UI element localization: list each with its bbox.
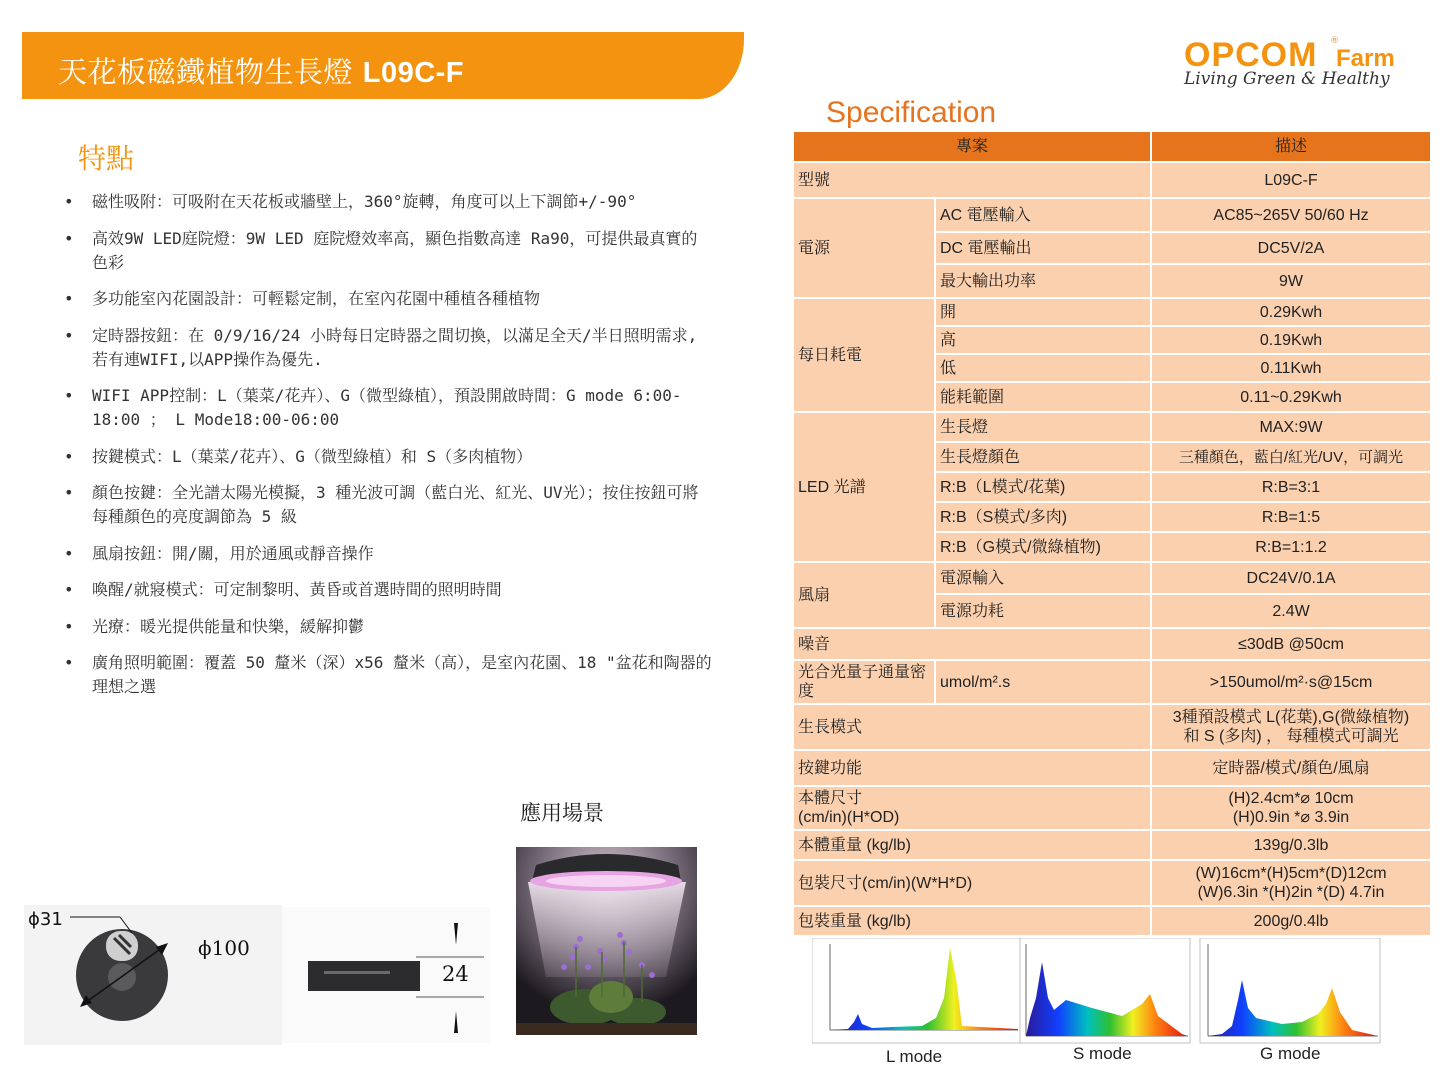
row-label: R:B（S模式/多肉) [935, 502, 1151, 532]
dimension-drawing [24, 905, 490, 1045]
row-value: 2.4W [1151, 594, 1431, 628]
row-value: 0.29Kwh [1151, 298, 1431, 326]
row-value: 定時器/模式/顏色/風扇 [1151, 750, 1431, 786]
row-value: R:B=1:5 [1151, 502, 1431, 532]
table-row [793, 860, 1431, 906]
row-value: >150umol/m²·s@15cm [1151, 660, 1431, 704]
row-value: R:B=3:1 [1151, 472, 1431, 502]
row-value: DC5V/2A [1151, 232, 1431, 264]
row-label: AC 電壓輸入 [935, 198, 1151, 232]
category-label: LED 光譜 [793, 412, 935, 562]
brand-logo [1180, 36, 1410, 92]
spectrum-g-mode [1200, 938, 1380, 1043]
feature-item: • 磁性吸附：可吸附在天花板或牆壁上，360°旋轉，角度可以上下調節+/-90° [62, 190, 712, 214]
row-label [793, 786, 1151, 830]
row-unit: umol/m².s [935, 660, 1151, 704]
row-value: 0.19Kwh [1151, 326, 1431, 354]
row-value: DC24V/0.1A [1151, 562, 1431, 594]
feature-item: • 高效9W LED庭院燈：9W LED 庭院燈效率高，顯色指數高達 Ra90，可提供最真實的色彩 [62, 227, 712, 275]
g-mode-label: G mode [1260, 1044, 1321, 1063]
row-value [1151, 704, 1431, 750]
row-value: MAX:9W [1151, 412, 1431, 442]
row-value-line: (H)0.9in *⌀ 3.9in [1232, 809, 1350, 826]
row-label: R:B（L模式/花葉) [935, 472, 1151, 502]
category-label: 電源 [793, 198, 935, 298]
spec-table [792, 130, 1432, 937]
scene-photo [516, 847, 697, 1035]
table-row [793, 786, 1431, 830]
table-row [793, 906, 1431, 936]
category-label: 風扇 [793, 562, 935, 628]
feature-item: • 廣角照明範圍：覆蓋 50 釐米（深）x56 釐米（高），是室內花園、18 "盆花和陶器的理想之選 [62, 651, 712, 699]
row-label: 型號 [793, 162, 1151, 198]
page-title [58, 50, 464, 91]
col-header-item: 專案 [793, 131, 1151, 162]
feature-item: • 顏色按鍵：全光譜太陽光模擬，3 種光波可調（藍白光、紅光、UV光）；按住按鈕可將每種顏色的亮度調節為 5 級 [62, 481, 712, 529]
table-row [793, 298, 1431, 326]
height-label: 24 [442, 962, 469, 986]
row-label: 包裝重量 (kg/lb) [793, 906, 1151, 936]
row-value-line: (W)6.3in *(H)2in *(D) 4.7in [1197, 884, 1385, 901]
dia-small-label: ϕ31 [28, 909, 63, 930]
row-value: 0.11~0.29Kwh [1151, 382, 1431, 412]
title-chinese: 天花板磁鐵植物生長燈 [58, 55, 354, 89]
table-row [793, 198, 1431, 232]
title-model: L09C-F [362, 57, 465, 89]
table-row [793, 562, 1431, 594]
spectrum-l-mode [812, 938, 1022, 1043]
table-row [793, 628, 1431, 660]
feature-item: • 多功能室內花園設計：可輕鬆定制，在室內花園中種植各種植物 [62, 287, 712, 311]
logo-tagline: Living Green & Healthy [1184, 69, 1390, 89]
row-value: 0.11Kwh [1151, 354, 1431, 382]
l-mode-label: L mode [886, 1047, 943, 1066]
table-row [793, 750, 1431, 786]
row-value: L09C-F [1151, 162, 1431, 198]
table-row [793, 412, 1431, 442]
features-heading: 特點 [78, 142, 135, 175]
dia-large-label: ϕ100 [198, 936, 250, 960]
row-value-line: 3種預設模式 L(花葉),G(微綠植物) [1172, 709, 1410, 726]
category-label: 每日耗電 [793, 298, 935, 412]
row-value-line: (H)2.4cm*⌀ 10cm [1228, 790, 1354, 807]
row-value: AC85~265V 50/60 Hz [1151, 198, 1431, 232]
logo-brand: OPCOM [1184, 36, 1318, 74]
row-label: 能耗範圍 [935, 382, 1151, 412]
row-label: 最大輸出功率 [935, 264, 1151, 298]
table-row [793, 830, 1431, 860]
scene-label: 應用場景 [520, 801, 604, 825]
row-label: 高 [935, 326, 1151, 354]
row-label: 低 [935, 354, 1151, 382]
table-row [793, 660, 1431, 704]
row-value: ≤30dB @50cm [1151, 628, 1431, 660]
feature-item: • 按鍵模式：L（葉菜/花卉）、G（微型綠植）和 S（多肉植物） [62, 445, 712, 469]
col-header-desc: 描述 [1151, 131, 1431, 162]
row-label: 生長模式 [793, 704, 1151, 750]
spectrum-s-mode [1020, 938, 1190, 1043]
row-label: 開 [935, 298, 1151, 326]
row-label: 本體重量 (kg/lb) [793, 830, 1151, 860]
logo-sub: Farm [1336, 45, 1395, 72]
feature-item: • 光療：暖光提供能量和快樂，緩解抑鬱 [62, 615, 712, 639]
row-label: R:B（G模式/微綠植物) [935, 532, 1151, 562]
row-label-line: (cm/in)(H*OD) [798, 809, 900, 826]
spec-heading: Specification [826, 96, 997, 129]
table-row [793, 162, 1431, 198]
row-value: R:B=1:1.2 [1151, 532, 1431, 562]
table-row [793, 704, 1431, 750]
row-label: DC 電壓輸出 [935, 232, 1151, 264]
row-value: 200g/0.4lb [1151, 906, 1431, 936]
row-value-line: 和 S (多肉) ， 每種模式可調光 [1183, 728, 1399, 745]
feature-item: • 風扇按鈕：開/關，用於通風或靜音操作 [62, 542, 712, 566]
feature-item: • WIFI APP控制：L（葉菜/花卉）、G（微型綠植），預設開啟時間：G mode 6:00-18:00 ； L Mode18:00-06:00 [62, 384, 712, 432]
features-list [62, 190, 712, 712]
row-label: 包裝尺寸(cm/in)(W*H*D) [793, 860, 1151, 906]
row-label: 生長燈 [935, 412, 1151, 442]
row-label: 按鍵功能 [793, 750, 1151, 786]
row-value [1151, 860, 1431, 906]
row-value: 139g/0.3lb [1151, 830, 1431, 860]
s-mode-label: S mode [1073, 1044, 1132, 1063]
row-value: 三種顏色，藍白/紅光/UV，可調光 [1151, 442, 1431, 472]
row-label: 光合光量子通量密度 [793, 660, 935, 704]
row-value: 9W [1151, 264, 1431, 298]
row-label: 電源功耗 [935, 594, 1151, 628]
table-header-row [793, 131, 1431, 162]
row-value [1151, 786, 1431, 830]
feature-item: • 定時器按鈕：在 0/9/16/24 小時每日定時器之間切換，以滿足全天/半日照明需求,若有連WIFI,以APP操作為優先. [62, 324, 712, 372]
row-label: 噪音 [793, 628, 1151, 660]
row-label: 生長燈顏色 [935, 442, 1151, 472]
row-label-line: 本體尺寸 [798, 790, 863, 807]
feature-item: • 喚醒/就寢模式：可定制黎明、黃昏或首選時間的照明時間 [62, 578, 712, 602]
row-value-line: (W)16cm*(H)5cm*(D)12cm [1195, 865, 1387, 882]
row-label: 電源輸入 [935, 562, 1151, 594]
logo-registered: ® [1330, 36, 1339, 46]
